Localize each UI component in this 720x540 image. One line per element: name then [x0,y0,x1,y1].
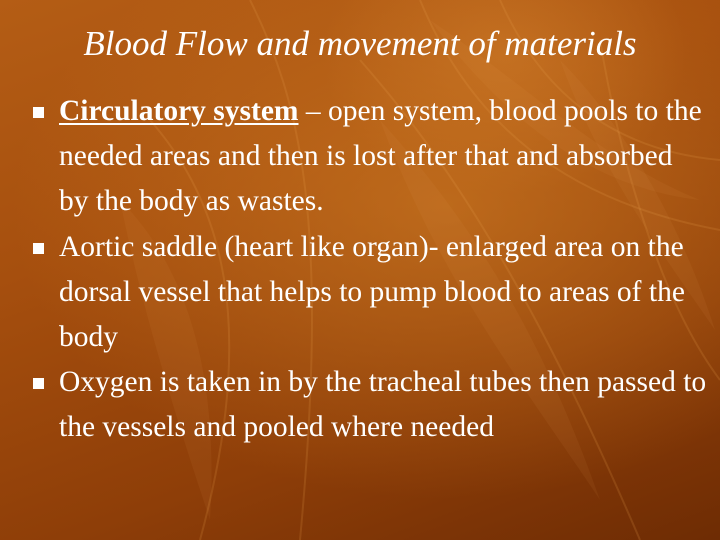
bullet-text: – open system, blood pools to the needed areas and then is lost after that and absorbed by the body as wastes. [59,95,702,218]
bullet-term: Circulatory system [59,95,299,127]
bullet-text: Oxygen is taken in by the tracheal tubes then passed to the vessels and pooled where needed [59,366,707,444]
bullet-item-aortic-saddle [0,225,720,361]
bullet-item-oxygen [0,360,720,450]
bullet-list [0,89,720,451]
square-bullet-icon [33,378,44,389]
slide-title: Blood Flow and movement of materials [83,24,637,63]
bullet-item-circulatory [0,89,720,225]
square-bullet-icon [33,107,44,118]
square-bullet-icon [33,243,44,254]
bullet-text: Aortic saddle (heart like organ)- enlarged area on the dorsal vessel that helps to pump blood to areas of the body [59,230,685,354]
